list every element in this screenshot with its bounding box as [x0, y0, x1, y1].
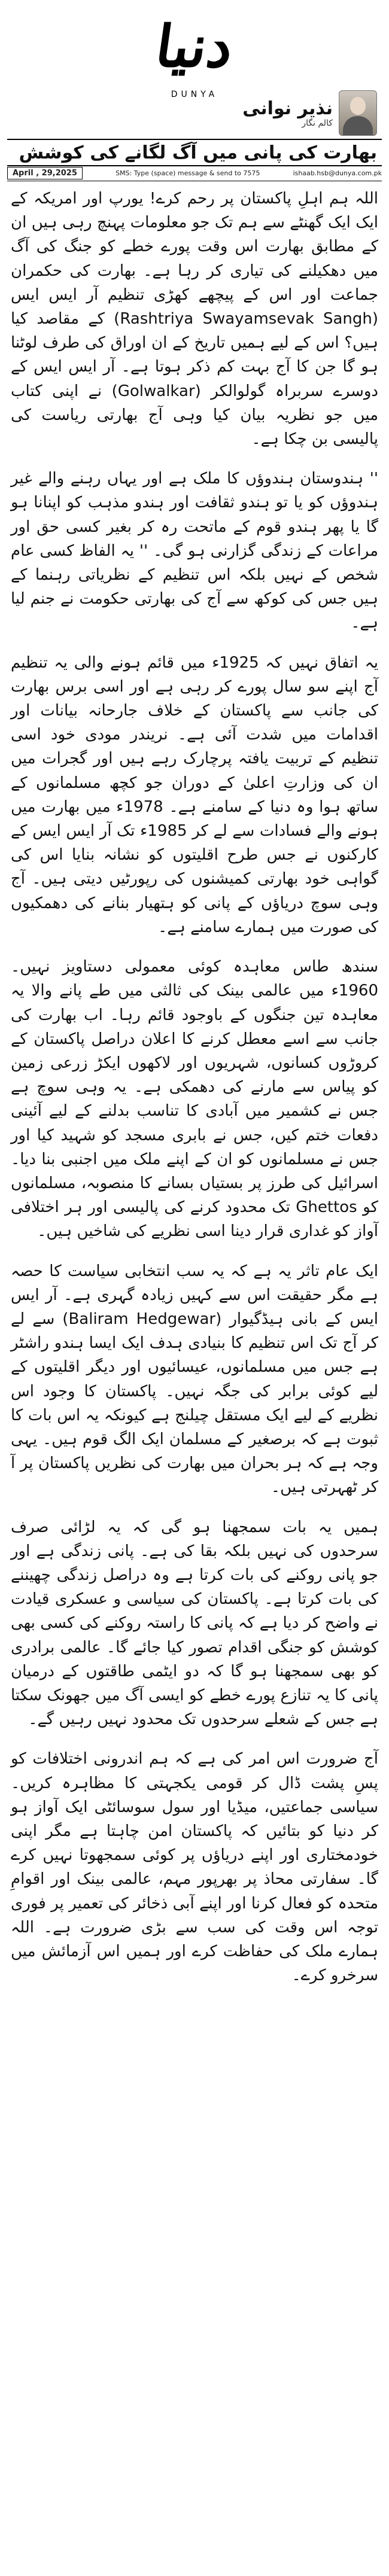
article-paragraph: سندھ طاس معاہدہ کوئی معمولی دستاویز نہیں۔ 1960ء میں عالمی بینک کی ثالثی میں طے پانے والا یہ معاہدہ تین جنگوں کے باوجود قائم رہا۔ اب بھارت کی جانب سے اسے معطل کرنے کا اعلان دراصل پاکستان کے کروڑوں کسانوں، شہریوں اور لاکھوں ایکڑ زرعی زمین کو پیاس سے مارنے کی دھمکی ہے۔ یہ وہی سوچ ہے جس نے کشمیر میں آبادی کا تناسب بدلنے کے لیے آئینی دفعات ختم کیں، جس نے بابری مسجد کو شہید کیا اور جس نے مسلمانوں کو ان کے اپنے ملک میں اجنبی بنا دیا۔ اسرائیل کی طرز پر بستیاں بسانے کا منصوبہ، مسلمانوں کو Ghettos تک محدود کرنے کی پالیسی اور ہر اختلافی آواز کو غداری قرار دینا اسی نظریے کی شاخیں ہیں۔: [11, 958, 378, 1241]
columnist-name: نذیر نوانی: [242, 98, 333, 119]
columnist-byline: [233, 90, 377, 136]
article-body: [11, 187, 378, 2003]
columnist-role: کالم نگار: [302, 118, 333, 128]
logo-text: دنیا: [151, 13, 238, 80]
article-paragraph: یہ اتفاق نہیں کہ 1925ء میں قائم ہونے والی یہ تنظیم آج اپنے سو سال پورے کر رہی ہے اور اسی برس بھارت کی جانب سے پاکستان کے خلاف جارحانہ بیانات اور اقدامات میں شدت آئی ہے۔ نریندر مودی خود اسی تنظیم کے تربیت یافتہ پرچارک رہے ہیں اور گجرات میں ان کی وزارتِ اعلیٰ کے دوران جو کچھ مسلمانوں کے ساتھ ہوا وہ دنیا کے سامنے ہے۔ 1978ء میں بھارت میں ہونے والے فسادات سے لے کر 1985ء تک آر ایس ایس کے کارکنوں نے جس طرح اقلیتوں کو نشانہ بنایا اس کی گواہی خود بھارتی کمیشنوں کی رپورٹیں دیتی ہیں۔ آج وہی سوچ دریاؤں کے پانی کو ہتھیار بنانے کی دھمکیوں کی صورت میں ہمارے سامنے ہے۔: [11, 653, 379, 936]
sms-contact: SMS: Type (space) message & send to 7575: [116, 169, 260, 177]
newspaper-logo: [138, 5, 251, 89]
article-paragraph: ایک عام تاثر یہ ہے کہ یہ سب انتخابی سیاست کا حصہ ہے مگر حقیقت اس سے کہیں زیادہ گہری ہے۔ آر ایس ایس کے بانی ہیڈگیوار (Baliram Hedgewar) سے لے کر آج تک اس تنظیم کا بنیادی ہدف ایک ایسا ہندو راشٹر ہے جس میں مسلمانوں، عیسائیوں اور دیگر اقلیتوں کے لیے کوئی برابر کی جگہ نہیں۔ پاکستان کا وجود اس نظریے کے لیے ایک مستقل چیلنج ہے کیونکہ یہ اس بات کا ثبوت ہے کہ برصغیر کے مسلمان ایک الگ قوم ہیں۔ یہی وجہ ہے کہ ہر بحران میں بھارت کی نظریں پاکستان پر آ کر ٹھہرتی ہیں۔: [11, 1262, 378, 1497]
dateline: [7, 165, 382, 181]
columnist-avatar: [339, 90, 377, 136]
byline-text: [242, 99, 333, 128]
masthead: [0, 0, 389, 179]
article-paragraph: ہمیں یہ بات سمجھنا ہو گی کہ یہ لڑائی صرف سرحدوں کی نہیں بلکہ بقا کی ہے۔ پانی زندگی ہے اور جو پانی روکنے کی بات کرتا ہے وہ دراصل زندگی چھیننے کی بات کرتا ہے۔ پاکستان کی سیاسی و عسکری قیادت نے واضح کر دیا ہے کہ پانی کا راستہ روکنے کی کسی بھی کوشش کو جنگی اقدام تصور کیا جائے گا۔ عالمی برادری کو بھی سمجھنا ہو گا کہ دو ایٹمی طاقتوں کے درمیان پانی کا یہ تنازع پورے خطے کو ایسی آگ میں جھونک سکتا ہے جس کے شعلے سرحدوں تک محدود نہیں رہیں گے۔: [11, 1518, 378, 1729]
article-paragraph: آج ضرورت اس امر کی ہے کہ ہم اندرونی اختلافات کو پسِ پشت ڈال کر قومی یکجہتی کا مظاہرہ کریں۔ سیاسی جماعتیں، میڈیا اور سول سوسائٹی ایک آواز ہو کر دنیا کو بتائیں کہ پاکستان امن چاہتا ہے مگر اپنی خودمختاری اور اپنے دریاؤں پر کوئی سمجھوتا نہیں کرے گا۔ سفارتی محاذ پر بھرپور مہم، عالمی بینک اور اقوامِ متحدہ کو فعال کرنا اور اپنے آبی ذخائر کی تعمیر پر فوری توجہ اس وقت کی سب سے بڑی ضرورت ہے۔ اللہ ہمارے ملک کی حفاظت کرے اور ہمیں اس آزمائش میں سرخرو کرے۔: [11, 1750, 378, 1985]
logo-subtitle: DUNYA: [171, 90, 218, 99]
article-paragraph: '' ہندوستان ہندوؤں کا ملک ہے اور یہاں رہنے والے غیر ہندوؤں کو یا تو ہندو ثقافت اور ہندو مذہب کو اپنانا ہو گا یا پھر ہندو قوم کے ماتحت رہ کر بغیر کسی حق اور مراعات کے زندگی گزارنی ہو گی۔ '' یہ الفاظ کسی عام شخص کے نہیں بلکہ اس تنظیم کے نظریاتی رہنما کے ہیں جس کی کوکھ سے آج کی بھارتی حکومت نے جنم لیا ہے۔: [11, 470, 378, 632]
headline-bar: [7, 139, 382, 166]
article-paragraph: اللہ ہم اہلِ پاکستان پر رحم کرے! یورپ اور امریکہ کے ایک ایک گھنٹے سے ہم تک جو معلومات پہنچ رہی ہیں ان کے مطابق بھارت اس وقت پورے خطے کو جنگ کی آگ میں دھکیلنے کی تیاری کر رہا ہے۔ بھارت کی حکمران جماعت اور اس کے پیچھے کھڑی تنظیم آر ایس ایس (Rashtriya Swayamsevak Sangh) کے مقاصد کیا ہیں؟ اس کے لیے ہمیں تاریخ کے ان اوراق کی طرف لوٹنا ہو گا جن کا آج بہت کم ذکر ہوتا ہے۔ آر ایس ایس کے دوسرے سربراہ گولوالکر (Golwalkar) نے اپنی کتاب میں جو نظریہ بیان کیا وہی آج بھارتی ریاست کی پالیسی بن چکا ہے۔: [11, 190, 378, 449]
publish-date: April , 29,2025: [7, 167, 83, 179]
article-headline: بھارت کی پانی میں آگ لگانے کی کوشش: [19, 142, 377, 163]
email-contact: ishaab.hsb@dunya.com.pk: [293, 169, 382, 177]
